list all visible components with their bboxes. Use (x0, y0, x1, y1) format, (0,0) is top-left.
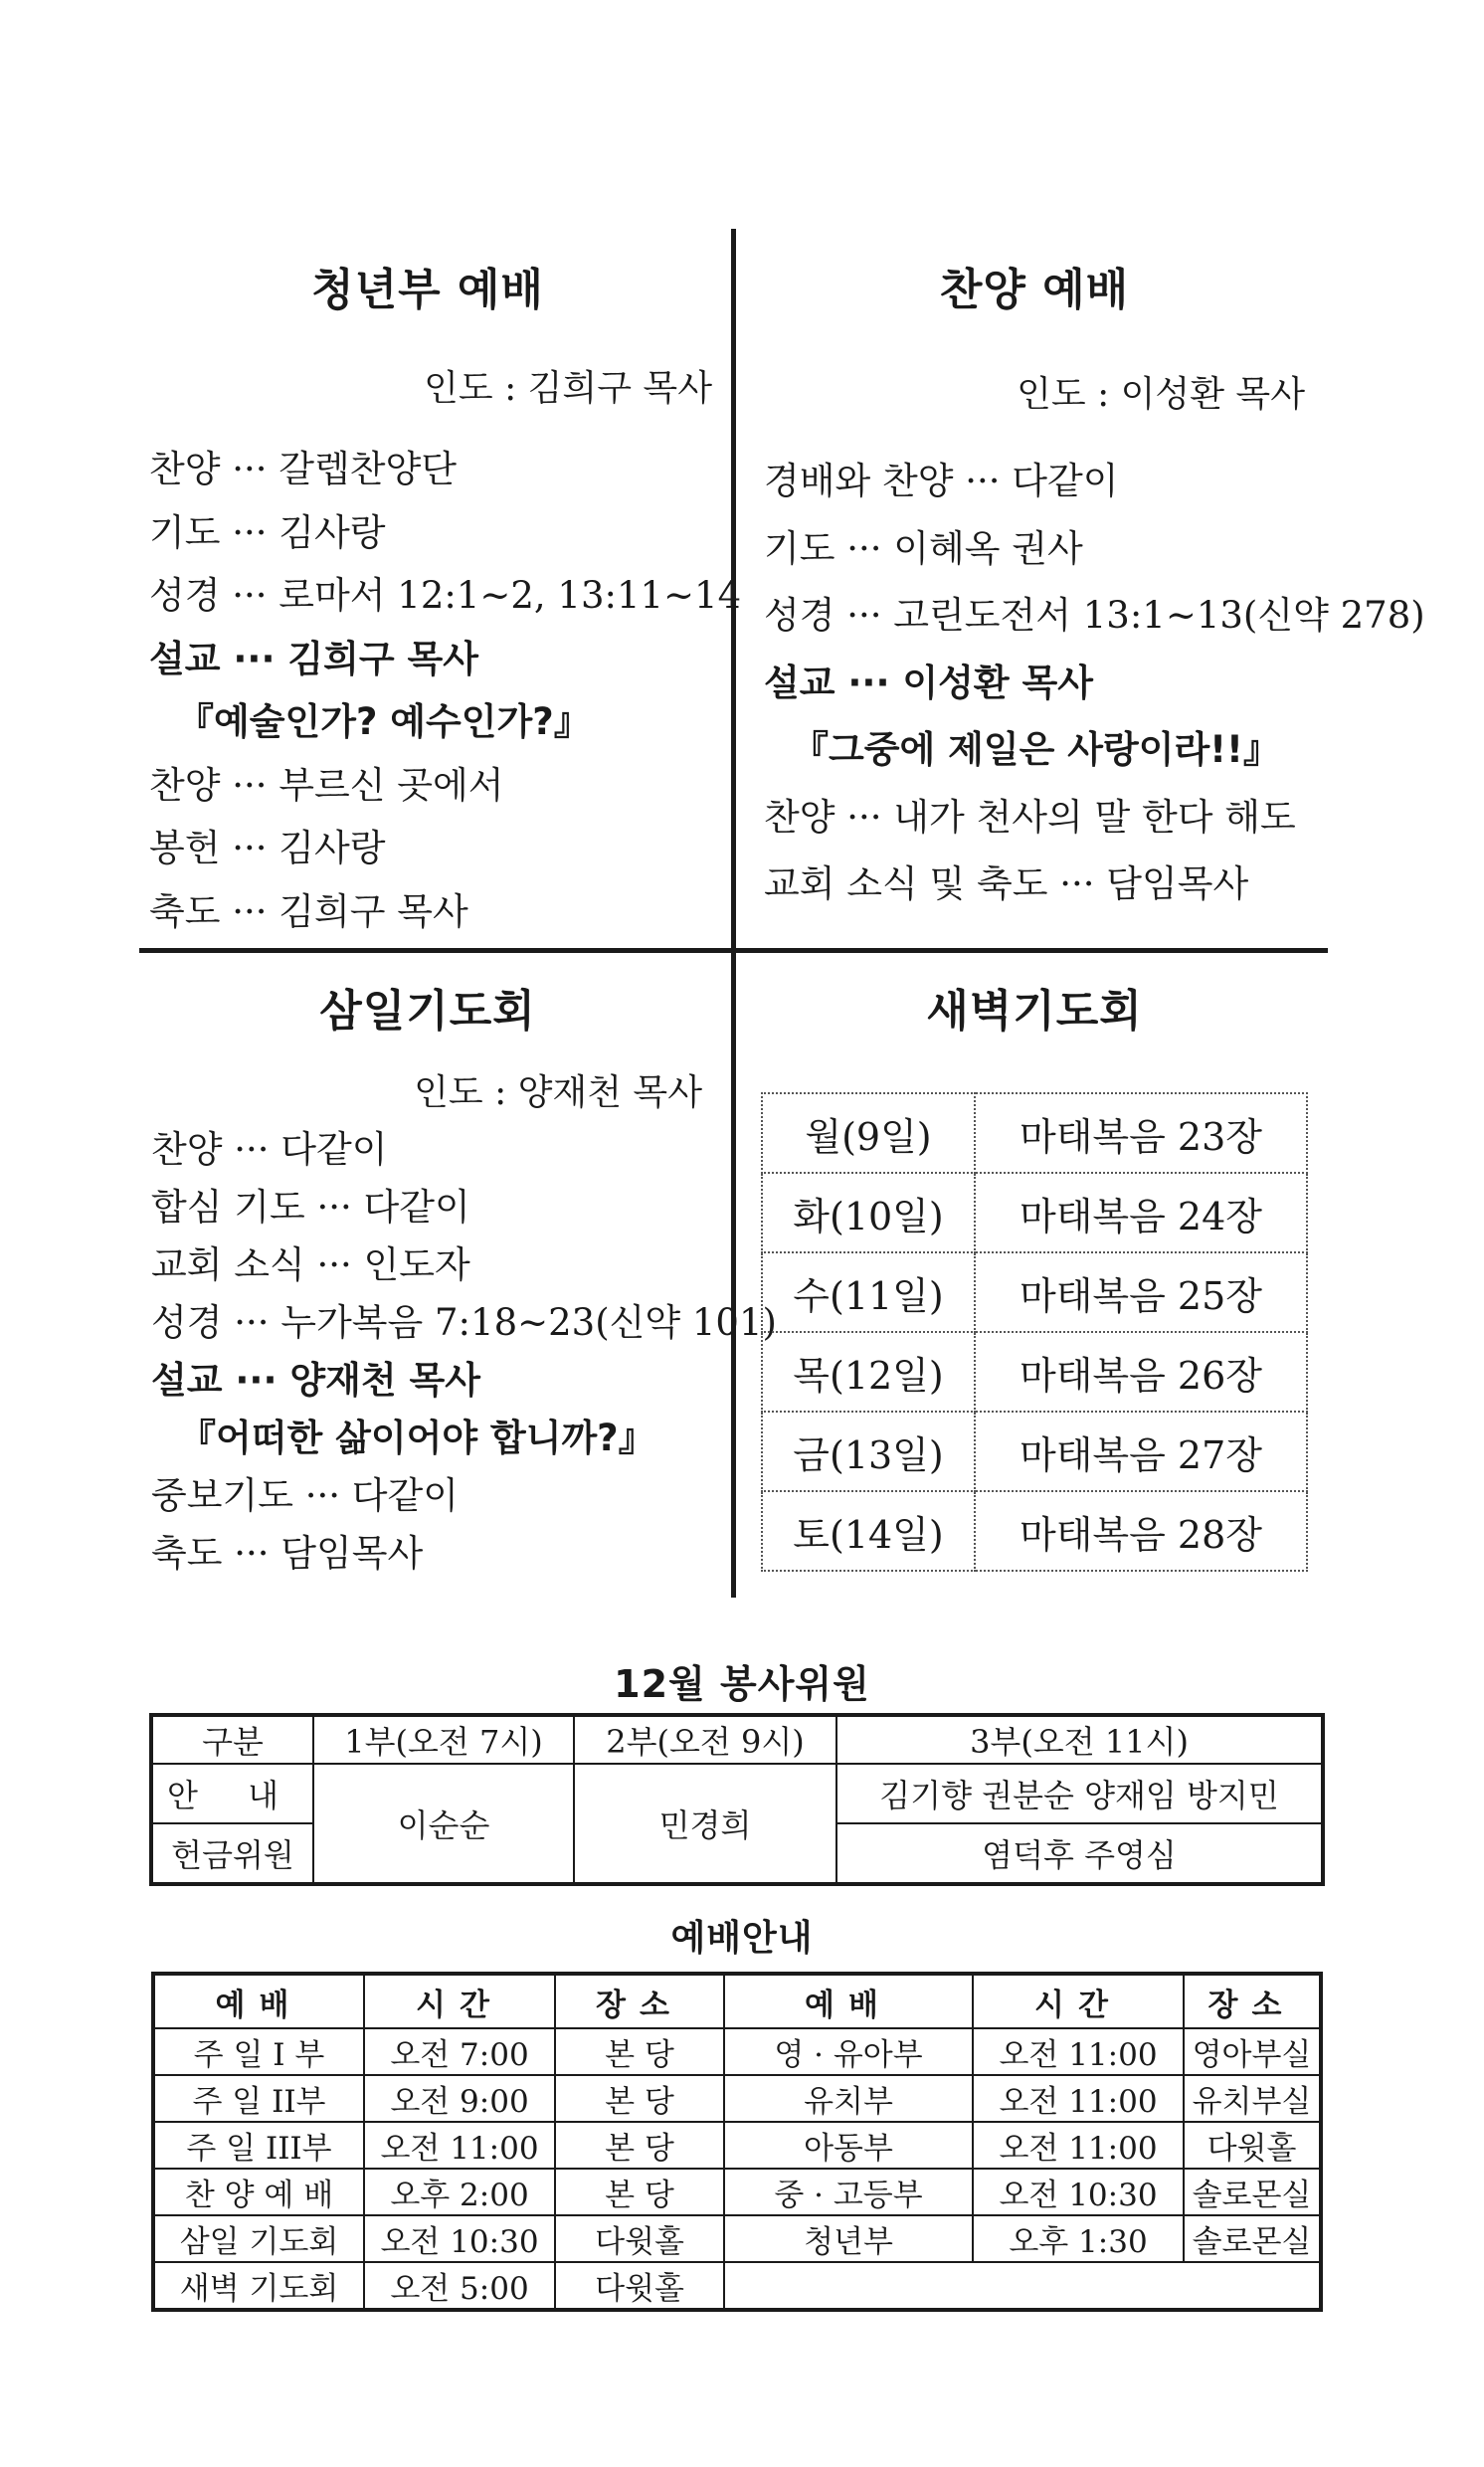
program-line: 기도 ··· 이혜옥 권사 (764, 526, 1083, 570)
praise-program (764, 448, 1425, 918)
table-row (762, 1332, 1307, 1412)
volunteers-table (149, 1713, 1325, 1886)
dawn-reading: 마태복음 27장 (975, 1412, 1307, 1491)
guide-header-cell: 예배 (153, 1974, 364, 2028)
guide-cell (1184, 2262, 1321, 2310)
guide-cell: 중 · 고등부 (724, 2169, 973, 2215)
program-line: 설교 ··· 김희구 목사 (149, 637, 479, 680)
guide-cell: 주 일 II부 (153, 2075, 364, 2122)
youth-program (149, 438, 741, 943)
table-row (762, 1252, 1307, 1332)
table-row (762, 1093, 1307, 1173)
dawn-title: 새벽기도회 (926, 986, 1143, 1037)
table-row (762, 1412, 1307, 1491)
wednesday-title: 삼일기도회 (319, 986, 536, 1037)
guide-cell: 다윗홀 (1184, 2122, 1321, 2169)
program-line: 설교 ··· 이성환 목사 (764, 661, 1094, 704)
program-line: 기도 ··· 김사랑 (149, 510, 386, 554)
table-row (153, 2169, 1321, 2215)
guide-cell: 유치부 (724, 2075, 973, 2122)
volunteers-title: 12월 봉사위원 (614, 1662, 870, 1706)
table-row (762, 1173, 1307, 1252)
guide-cell: 청년부 (724, 2215, 973, 2262)
vol-second-service: 민경희 (574, 1764, 836, 1884)
dawn-day: 월(9일) (762, 1093, 975, 1173)
youth-title: 청년부 예배 (311, 265, 544, 315)
guide-cell: 오전 11:00 (364, 2122, 555, 2169)
guide-cell: 오전 11:00 (973, 2075, 1184, 2122)
guide-cell: 본 당 (555, 2169, 724, 2215)
guide-cell: 다윗홀 (555, 2215, 724, 2262)
guide-cell (973, 2262, 1184, 2310)
guide-cell: 오전 7:00 (364, 2028, 555, 2075)
guide-cell: 오전 10:30 (364, 2215, 555, 2262)
program-line: 『예술인가? 예수인가?』 (177, 700, 591, 743)
program-line: 설교 ··· 양재천 목사 (151, 1359, 481, 1402)
guide-cell: 오후 1:30 (973, 2215, 1184, 2262)
youth-leader: 인도 : 김희구 목사 (424, 368, 712, 409)
dawn-schedule-table (761, 1092, 1308, 1572)
table-row (762, 1491, 1307, 1571)
horizontal-divider (139, 948, 1328, 953)
program-line: 축도 ··· 담임목사 (151, 1532, 424, 1575)
dawn-day: 수(11일) (762, 1252, 975, 1332)
program-line: 성경 ··· 누가복음 7:18~23(신약 101) (151, 1301, 777, 1344)
program-line: 성경 ··· 로마서 12:1~2, 13:11~14 (149, 574, 742, 617)
guide-cell: 삼일 기도회 (153, 2215, 364, 2262)
vol-label-usher: 안 내 (151, 1764, 313, 1823)
guide-header-cell: 시간 (973, 1974, 1184, 2028)
vol-header-second: 2부(오전 9시) (574, 1715, 836, 1764)
guide-cell: 유치부실 (1184, 2075, 1321, 2122)
guide-cell: 본 당 (555, 2028, 724, 2075)
guide-cell: 주 일 III부 (153, 2122, 364, 2169)
program-line: 축도 ··· 김희구 목사 (149, 889, 468, 933)
guide-cell: 주 일 I 부 (153, 2028, 364, 2075)
program-line: 합심 기도 ··· 다같이 (151, 1186, 470, 1229)
dawn-reading: 마태복음 26장 (975, 1332, 1307, 1412)
guide-cell: 솔로몬실 (1184, 2215, 1321, 2262)
guide-cell: 본 당 (555, 2075, 724, 2122)
guide-cell: 다윗홀 (555, 2262, 724, 2310)
guide-header-cell: 장소 (1184, 1974, 1321, 2028)
dawn-day: 금(13일) (762, 1412, 975, 1491)
table-row (153, 2028, 1321, 2075)
program-line: 교회 소식 ··· 인도자 (151, 1243, 470, 1286)
guide-cell: 오전 11:00 (973, 2028, 1184, 2075)
program-line: 성경 ··· 고린도전서 13:1~13(신약 278) (764, 594, 1425, 637)
dawn-reading: 마태복음 25장 (975, 1252, 1307, 1332)
program-line: 『그중에 제일은 사랑이라!!』 (792, 728, 1280, 771)
vol-header-category: 구분 (151, 1715, 313, 1764)
praise-leader: 인도 : 이성환 목사 (1017, 374, 1305, 415)
guide-cell: 오전 5:00 (364, 2262, 555, 2310)
worship-guide-table (151, 1972, 1323, 2312)
vol-third-offering: 염덕후 주영심 (836, 1823, 1323, 1884)
program-line: 『어떠한 삶이어야 합니까?』 (179, 1417, 655, 1459)
dawn-day: 목(12일) (762, 1332, 975, 1412)
vol-first-service: 이순순 (313, 1764, 574, 1884)
table-row (153, 2122, 1321, 2169)
guide-header-cell: 장소 (555, 1974, 724, 2028)
vol-header-third: 3부(오전 11시) (836, 1715, 1323, 1764)
guide-cell: 찬 양 예 배 (153, 2169, 364, 2215)
program-line: 찬양 ··· 갈렙찬양단 (149, 448, 457, 490)
guide-header-row (153, 1974, 1321, 2028)
guide-cell: 아동부 (724, 2122, 973, 2169)
vol-third-usher: 김기향 권분순 양재임 방지민 (836, 1764, 1323, 1823)
program-line: 교회 소식 및 축도 ··· 담임목사 (764, 862, 1249, 905)
wednesday-leader: 인도 : 양재천 목사 (414, 1072, 702, 1113)
program-line: 찬양 ··· 부르신 곳에서 (149, 763, 504, 807)
guide-cell: 영아부실 (1184, 2028, 1321, 2075)
program-line: 찬양 ··· 다같이 (151, 1128, 388, 1171)
guide-header-cell: 예배 (724, 1974, 973, 2028)
program-line: 중보기도 ··· 다같이 (151, 1474, 459, 1517)
program-line: 봉헌 ··· 김사랑 (149, 827, 386, 869)
table-row (153, 2262, 1321, 2310)
guide-cell: 오전 10:30 (973, 2169, 1184, 2215)
guide-cell: 본 당 (555, 2122, 724, 2169)
table-row (153, 2075, 1321, 2122)
guide-header-cell: 시간 (364, 1974, 555, 2028)
dawn-reading: 마태복음 24장 (975, 1173, 1307, 1252)
table-row (153, 2215, 1321, 2262)
guide-cell: 새벽 기도회 (153, 2262, 364, 2310)
dawn-reading: 마태복음 23장 (975, 1093, 1307, 1173)
guide-title: 예배안내 (670, 1918, 814, 1959)
dawn-day: 화(10일) (762, 1173, 975, 1252)
guide-cell: 솔로몬실 (1184, 2169, 1321, 2215)
program-line: 경배와 찬양 ··· 다같이 (764, 460, 1119, 502)
dawn-reading: 마태복음 28장 (975, 1491, 1307, 1571)
vol-label-offering: 헌금위원 (151, 1823, 313, 1884)
guide-cell: 오전 9:00 (364, 2075, 555, 2122)
wednesday-program (151, 1121, 777, 1583)
program-line: 찬양 ··· 내가 천사의 말 한다 해도 (764, 795, 1296, 839)
vol-header-first: 1부(오전 7시) (313, 1715, 574, 1764)
guide-cell: 영 · 유아부 (724, 2028, 973, 2075)
guide-cell: 오전 11:00 (973, 2122, 1184, 2169)
praise-title: 찬양 예배 (939, 265, 1130, 315)
guide-cell (724, 2262, 973, 2310)
guide-cell: 오후 2:00 (364, 2169, 555, 2215)
dawn-day: 토(14일) (762, 1491, 975, 1571)
